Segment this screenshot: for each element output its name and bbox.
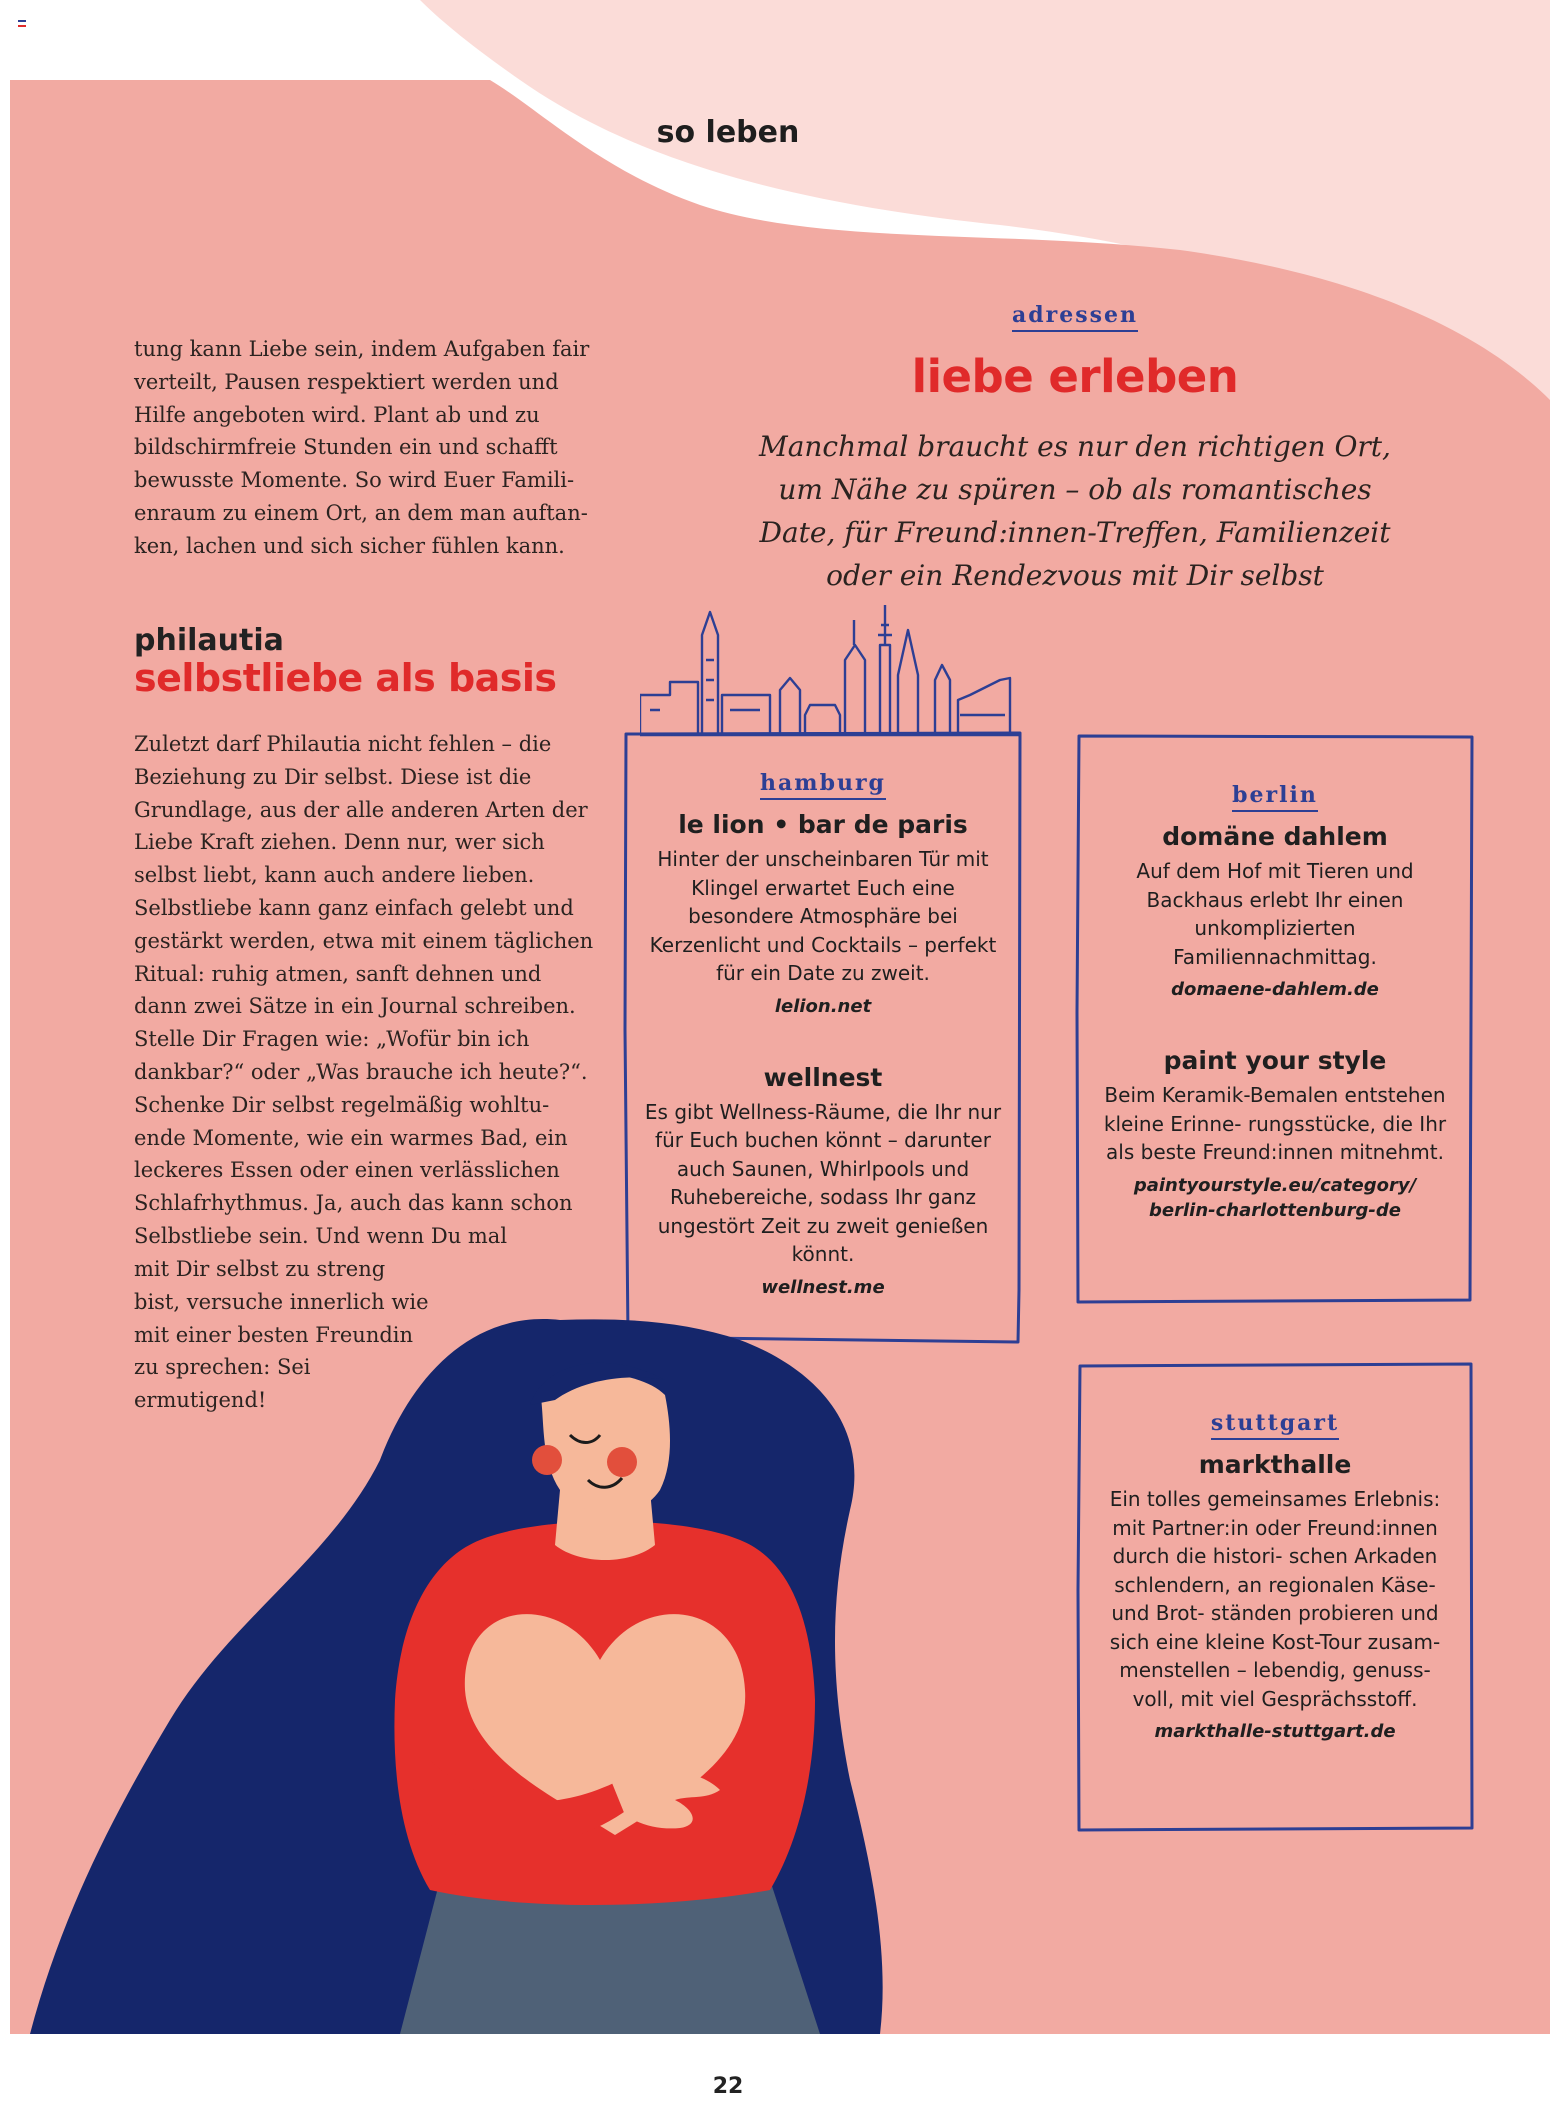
venue-description: Es gibt Wellness-Räume, die Ihr nur für Euch buchen könnt – darunter auch Saunen, Whirlpools und Ruhebereiche, sodass Ihr ganz ungestört Zeit zu zweit genießen könnt. bbox=[644, 1099, 1002, 1266]
venue-link[interactable]: paintyourstyle.eu/category/ berlin-charlottenburg-de bbox=[1133, 1174, 1417, 1221]
venue-link[interactable]: wellnest.me bbox=[761, 1276, 885, 1298]
venue-link[interactable]: lelion.net bbox=[774, 995, 872, 1017]
hamburg-city-label: hamburg bbox=[640, 770, 1006, 796]
venue-description: Auf dem Hof mit Tieren und Backhaus erlebt Ihr einen unkomplizierten Familiennachmittag. bbox=[1136, 859, 1414, 969]
left-cheek bbox=[532, 1445, 562, 1475]
berlin-city-label: berlin bbox=[1100, 782, 1450, 808]
venue-name: le lion • bar de paris bbox=[678, 810, 968, 839]
addresses-lead: Manchmal braucht es nur den richtigen Ort, um Nähe zu spüren – ob als romantisches Date, für Freund:innen-Treffen, Familienzeit oder ein Rendezvous mit Dir selbst bbox=[759, 430, 1391, 592]
venue-name: wellnest bbox=[763, 1062, 883, 1092]
stuttgart-city-label: stuttgart bbox=[1100, 1410, 1450, 1436]
right-cheek bbox=[607, 1447, 637, 1477]
venue-description: Hinter der unscheinbaren Tür mit Klingel erwartet Euch eine besondere Atmosphäre bei Kerzenlicht und Cocktails – perfekt für ein Date zu zweit. bbox=[649, 847, 997, 985]
venue-name: domäne dahlem bbox=[1162, 822, 1388, 851]
venue-name: markthalle bbox=[1198, 1450, 1352, 1479]
philautia-body-tail: mit Dir selbst zu streng bist, versuche innerlich wie mit einer besten Freundin zu sprechen: Sei ermutigend! bbox=[134, 1257, 429, 1413]
page-number: 22 bbox=[712, 2074, 744, 2099]
venue-description: Ein tolles gemeinsames Erlebnis: mit Partner:in oder Freund:innen durch die histori- schen Arkaden schlendern, an regionalen Käse- und Brot- ständen probieren und sich eine kleine Kost-Tour zusam- menstellen – lebendig, genuss- voll, mit viel Gesprächsstoff. bbox=[1109, 1487, 1441, 1711]
intro-paragraph: tung kann Liebe sein, indem Aufgaben fair verteilt, Pausen respektiert werden und Hilfe angeboten wird. Plant ab und zu bildschirmfreie Stunden ein und schafft bewusste Momente. So wird Euer Famili- enraum zu einem Ort, an dem man auftan- ken, lachen und sich sicher fühlen kann. bbox=[134, 337, 590, 558]
philautia-body: Zuletzt darf Philautia nicht fehlen – die Beziehung zu Dir selbst. Diese ist die Grundlage, aus der alle anderen Arten der Liebe Kraft ziehen. Denn nur, wer sich selbst liebt, kann auch andere lieben. Selbstliebe kann ganz einfach gelebt und gestärkt werden, etwa mit einem täglichen Ritual: ruhig atmen, sanft dehnen und dann zwei Sätze in ein Journal schreiben. Stelle Dir Fragen wie: „Wofür bin ich dankbar?“ oder „Was brauche ich heute?“. Schenke Dir selbst regelmäßig wohltu- ende Momente, wie ein warmes Bad, ein leckeres Essen oder einen verlässlichen Schlafrhythmus. Ja, auch das kann schon Selbstliebe sein. Und wenn Du mal bbox=[134, 732, 594, 1248]
venue-link[interactable]: markthalle-stuttgart.de bbox=[1154, 1721, 1396, 1742]
addresses-kicker: adressen bbox=[740, 302, 1410, 328]
philautia-kicker: philautia bbox=[134, 623, 284, 658]
venue-link[interactable]: domaene-dahlem.de bbox=[1171, 979, 1379, 1000]
venue-description: Beim Keramik-Bemalen entstehen kleine Erinne- rungsstücke, die Ihr als beste Freund:innen mitnehmt. bbox=[1103, 1083, 1447, 1164]
section-header: so leben bbox=[656, 115, 800, 150]
addresses-title: liebe erleben bbox=[911, 350, 1239, 403]
venue-name: paint your style bbox=[1163, 1046, 1387, 1075]
philautia-title: selbstliebe als basis bbox=[134, 656, 557, 700]
